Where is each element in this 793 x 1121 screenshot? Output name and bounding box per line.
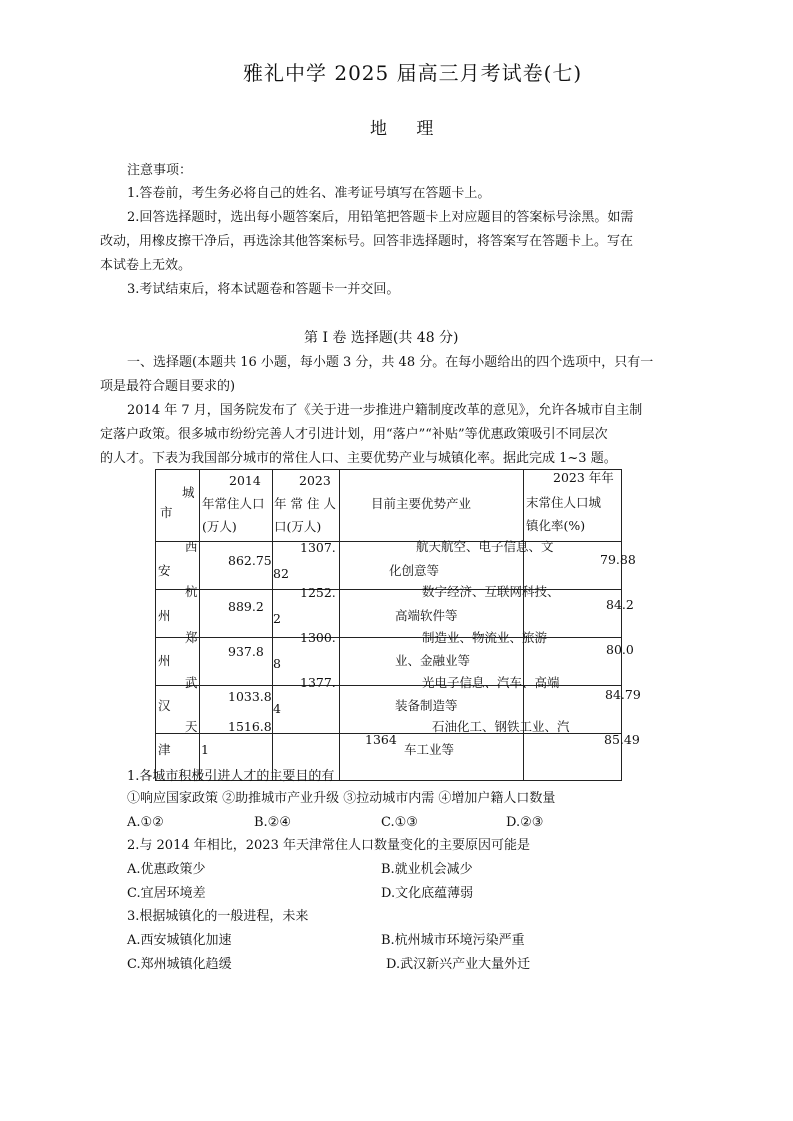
section-title: 第 I 卷 选择题(共 48 分) (304, 330, 459, 346)
table-border-left (155, 469, 156, 781)
header-2023-a: 2023 (299, 473, 331, 488)
q3-option-b: B.杭州城市环境污染严重 (381, 933, 525, 948)
header-2014-b: 年常住人口 (202, 496, 265, 511)
xian-2023-b: 82 (273, 566, 289, 581)
zhengzhou-2014: 937.8 (228, 644, 264, 659)
notice-item-2-line-3: 本试卷上无效。 (100, 258, 192, 273)
header-city-a: 城 (182, 485, 195, 500)
notice-item-2-line-1: 2.回答选择题时，选出每小题答案后，用铅笔把答题卡上对应题目的答案标号涂黑。如需 (127, 210, 634, 225)
q2-option-c: C.宜居环境差 (127, 886, 206, 901)
notice-item-1: 1.答卷前，考生务必将自己的姓名、准考证号填写在答题卡上。 (127, 186, 491, 201)
notice-item-3: 3.考试结束后，将本试题卷和答题卡一并交回。 (127, 282, 400, 297)
header-2023-b: 年 常 住 人 (274, 496, 336, 511)
passage-line-2: 定落户政策。很多城市纷纷完善人才引进计划，用“落户”“补贴”等优惠政策吸引不同层次 (100, 427, 608, 442)
header-2023-c: 口(万人) (274, 519, 322, 534)
row-city-hangzhou-b: 州 (158, 608, 171, 623)
table-border-top (155, 469, 622, 470)
q3-option-a: A.西安城镇化加速 (127, 933, 232, 948)
wuhan-2023-a: 1377. (300, 675, 336, 690)
notice-heading: 注意事项： (127, 163, 193, 178)
q2-stem: 2.与 2014 年相比，2023 年天津常住人口数量变化的主要原因可能是 (127, 838, 530, 853)
header-rate-b: 末常住人口城 (526, 495, 602, 510)
header-city-b: 市 (160, 505, 173, 520)
xian-2023-a: 1307. (300, 540, 336, 555)
row-city-hangzhou-a: 杭 (185, 584, 198, 599)
q3-option-c: C.郑州城镇化趋缓 (127, 957, 232, 972)
q1-option-a: A.①② (127, 815, 164, 830)
zhengzhou-industry-b: 业、金融业等 (395, 653, 471, 668)
zhengzhou-2023-b: 8 (273, 656, 281, 671)
q2-option-a: A.优惠政策少 (127, 862, 206, 877)
q2-option-b: B.就业机会减少 (381, 862, 473, 877)
q3-stem: 3.根据城镇化的一般进程，未来 (127, 909, 309, 924)
subject-title: 地 理 (370, 119, 446, 139)
zhengzhou-industry-a: 制造业、物流业、旅游 (422, 630, 548, 645)
tianjin-2014-a: 1516.8 (228, 719, 272, 734)
tianjin-rate: 85.49 (604, 732, 640, 747)
zhengzhou-2023-a: 1300. (300, 630, 336, 645)
q1-option-c: C.①③ (381, 815, 418, 830)
row-city-xian-b: 安 (158, 563, 171, 578)
wuhan-2023-b: 4 (273, 701, 281, 716)
exam-title: 雅礼中学 2025 届高三月考试卷(七) (243, 61, 583, 85)
passage-line-1: 2014 年 7 月，国务院发布了《关于进一步推进户籍制度改革的意见》，允许各城市自主制 (127, 403, 643, 418)
q3-option-d: D.武汉新兴产业大量外迁 (386, 957, 531, 972)
header-rate-a: 2023 年年 (553, 470, 614, 485)
table-col-divider (339, 469, 340, 781)
hangzhou-industry-b: 高端软件等 (395, 608, 458, 623)
xian-rate: 79.88 (600, 552, 636, 567)
row-city-wuhan-b: 汉 (158, 698, 171, 713)
row-city-tianjin-b: 津 (158, 742, 171, 757)
table-col-divider (199, 469, 200, 781)
header-2014-c: (万人) (202, 519, 237, 534)
table-row-divider (155, 637, 622, 638)
tianjin-2023: 1364 (365, 732, 397, 747)
tianjin-industry-a: 石油化工、钢铁工业、汽 (432, 719, 570, 734)
hangzhou-2023-b: 2 (273, 611, 281, 626)
header-industry: 目前主要优势产业 (371, 496, 472, 511)
row-city-zhengzhou-b: 州 (158, 653, 171, 668)
passage-line-3: 的人才。下表为我国部分城市的常住人口、主要优势产业与城镇化率。据此完成 1~3 题。 (100, 451, 617, 466)
notice-item-2-line-2: 改动，用橡皮擦干净后，再选涂其他答案标号。回答非选择题时，将答案写在答题卡上。写在 (100, 234, 634, 249)
tianjin-industry-b: 车工业等 (404, 742, 455, 757)
q1-option-d: D.②③ (506, 815, 544, 830)
hangzhou-2014: 889.2 (228, 599, 264, 614)
section-intro-line-1: 一、选择题(本题共 16 小题，每小题 3 分，共 48 分。在每小题给出的四个选项中，只有一 (127, 355, 654, 370)
row-city-xian-a: 西 (185, 539, 198, 554)
header-2014-a: 2014 (229, 473, 261, 488)
row-city-zhengzhou-a: 郑 (185, 630, 198, 645)
header-rate-c: 镇化率(%) (526, 518, 586, 533)
hangzhou-2023-a: 1252. (300, 585, 336, 600)
q1-stem: 1.各城市积极引进人才的主要目的有 (127, 769, 335, 784)
q1-option-b: B.②④ (254, 815, 291, 830)
wuhan-industry-b: 装备制造等 (395, 698, 458, 713)
row-city-tianjin-a: 天 (185, 719, 198, 734)
hangzhou-rate: 84.2 (606, 597, 634, 612)
xian-2014: 862.75 (228, 553, 272, 568)
hangzhou-industry-a: 数字经济、互联网科技、 (422, 584, 560, 599)
tianjin-2014-b: 1 (201, 742, 209, 757)
section-intro-line-2: 项是最符合题目要求的) (100, 379, 236, 394)
zhengzhou-rate: 80.0 (606, 642, 634, 657)
xian-industry-b: 化创意等 (389, 563, 440, 578)
q2-option-d: D.文化底蕴薄弱 (381, 886, 474, 901)
xian-industry-a: 航天航空、电子信息、文 (416, 539, 554, 554)
wuhan-rate: 84.79 (605, 687, 641, 702)
wuhan-industry-a: 光电子信息、汽车、高端 (422, 675, 560, 690)
q1-items: ①响应国家政策 ②助推城市产业升级 ③拉动城市内需 ④增加户籍人口数量 (127, 791, 556, 806)
row-city-wuhan-a: 武 (185, 675, 198, 690)
wuhan-2014: 1033.8 (228, 689, 272, 704)
